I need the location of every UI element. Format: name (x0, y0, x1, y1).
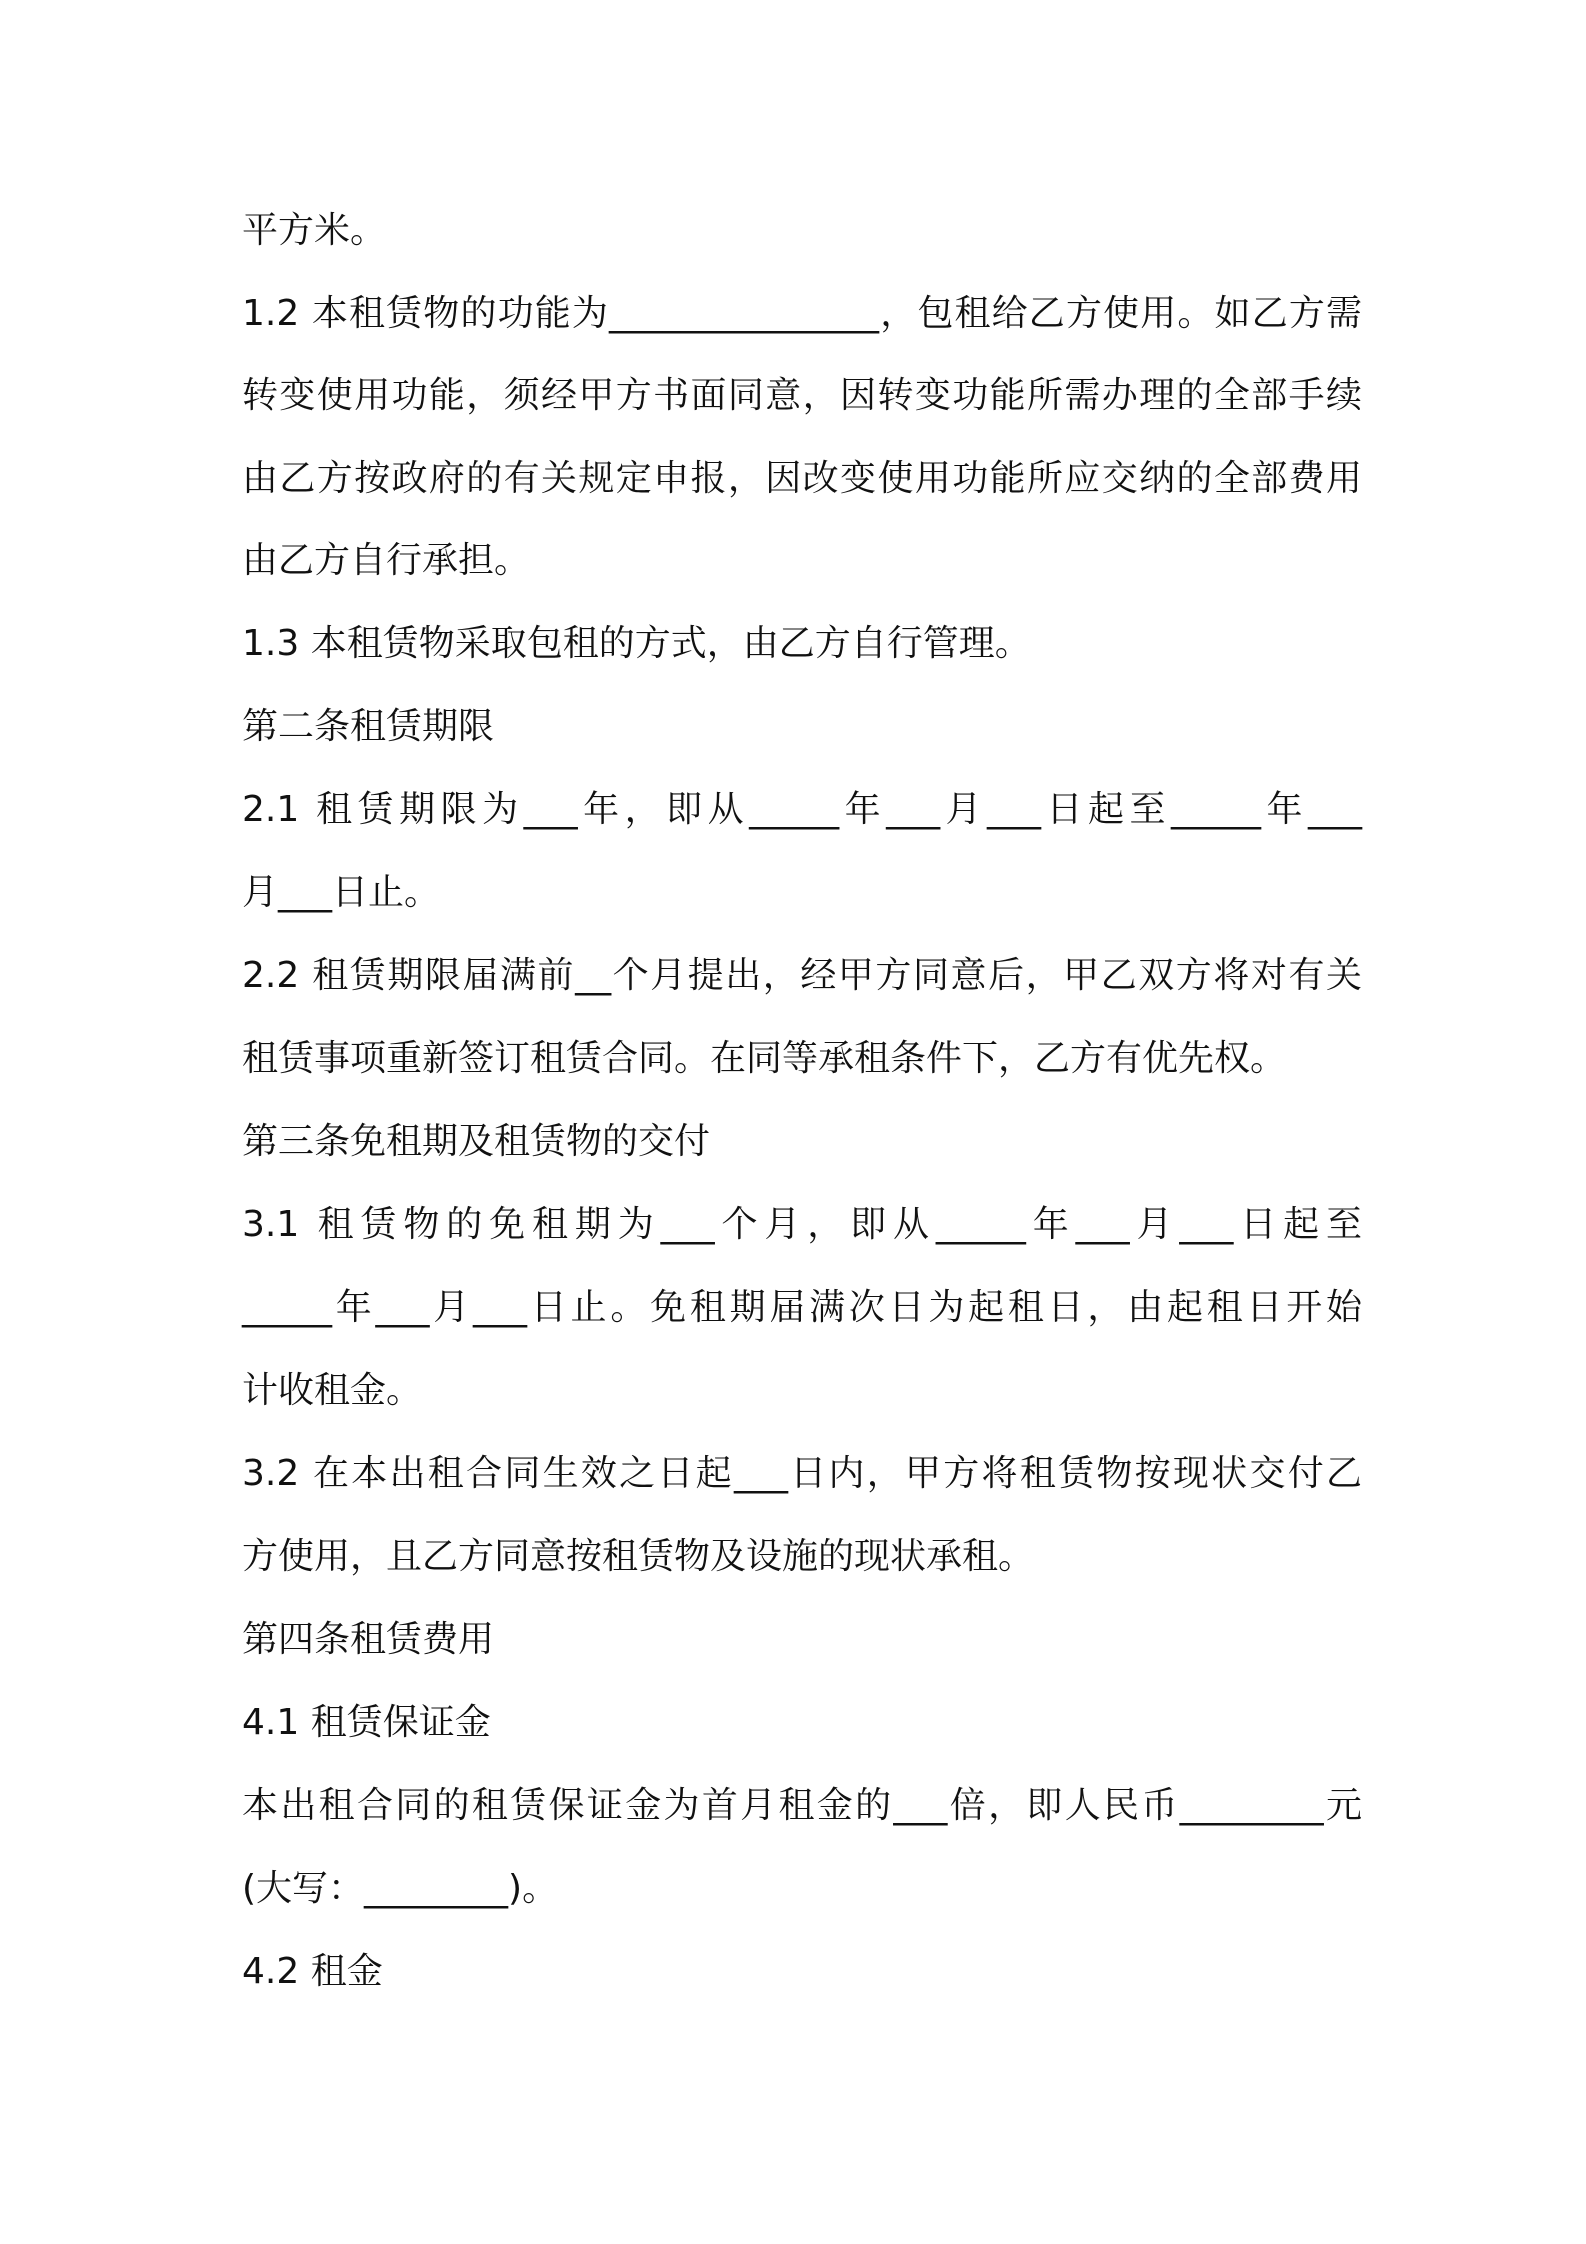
clause-2-2-line-1: 2.2 租赁期限届满前__个月提出，经甲方同意后，甲乙双方将对有关 (242, 955, 1362, 996)
clause-4-1-line-2: (大写：________)。 (242, 1868, 559, 1909)
clause-2-2-line-2: 租赁事项重新签订租赁合同。在同等承租条件下，乙方有优先权。 (242, 1038, 1287, 1079)
article-4-heading: 第四条租赁费用 (242, 1619, 495, 1660)
text-line-unit: 平方米。 (242, 210, 387, 251)
clause-4-1-heading: 4.1 租赁保证金 (242, 1702, 491, 1743)
clause-2-1-line-1: 2.1 租赁期限为___年，即从_____年___月___日起至_____年___ (242, 789, 1362, 830)
clause-1-2-line-1: 1.2 本租赁物的功能为_______________，包租给乙方使用。如乙方需 (242, 293, 1362, 334)
clause-4-1-line-1: 本出租合同的租赁保证金为首月租金的___倍，即人民币________元 (242, 1785, 1362, 1826)
clause-3-1-line-2: _____年___月___日止。免租期届满次日为起租日，由起租日开始 (242, 1287, 1362, 1328)
article-3-heading: 第三条免租期及租赁物的交付 (242, 1121, 711, 1162)
clause-1-2-line-4: 由乙方自行承担。 (242, 540, 531, 581)
clause-2-1-line-2: 月___日止。 (242, 872, 441, 913)
clause-3-1-line-3: 计收租金。 (242, 1370, 423, 1411)
clause-3-2-line-2: 方使用，且乙方同意按租赁物及设施的现状承租。 (242, 1536, 1035, 1577)
clause-1-3: 1.3 本租赁物采取包租的方式，由乙方自行管理。 (242, 623, 1031, 664)
clause-3-1-line-1: 3.1 租赁物的免租期为___个月，即从_____年___月___日起至 (242, 1204, 1362, 1245)
clause-1-2-line-3: 由乙方按政府的有关规定申报，因改变使用功能所应交纳的全部费用 (242, 458, 1362, 499)
article-2-heading: 第二条租赁期限 (242, 706, 495, 747)
clause-1-2-line-2: 转变使用功能，须经甲方书面同意，因转变功能所需办理的全部手续 (242, 375, 1362, 416)
clause-3-2-line-1: 3.2 在本出租合同生效之日起___日内，甲方将租赁物按现状交付乙 (242, 1453, 1362, 1494)
clause-4-2-heading: 4.2 租金 (242, 1951, 383, 1992)
